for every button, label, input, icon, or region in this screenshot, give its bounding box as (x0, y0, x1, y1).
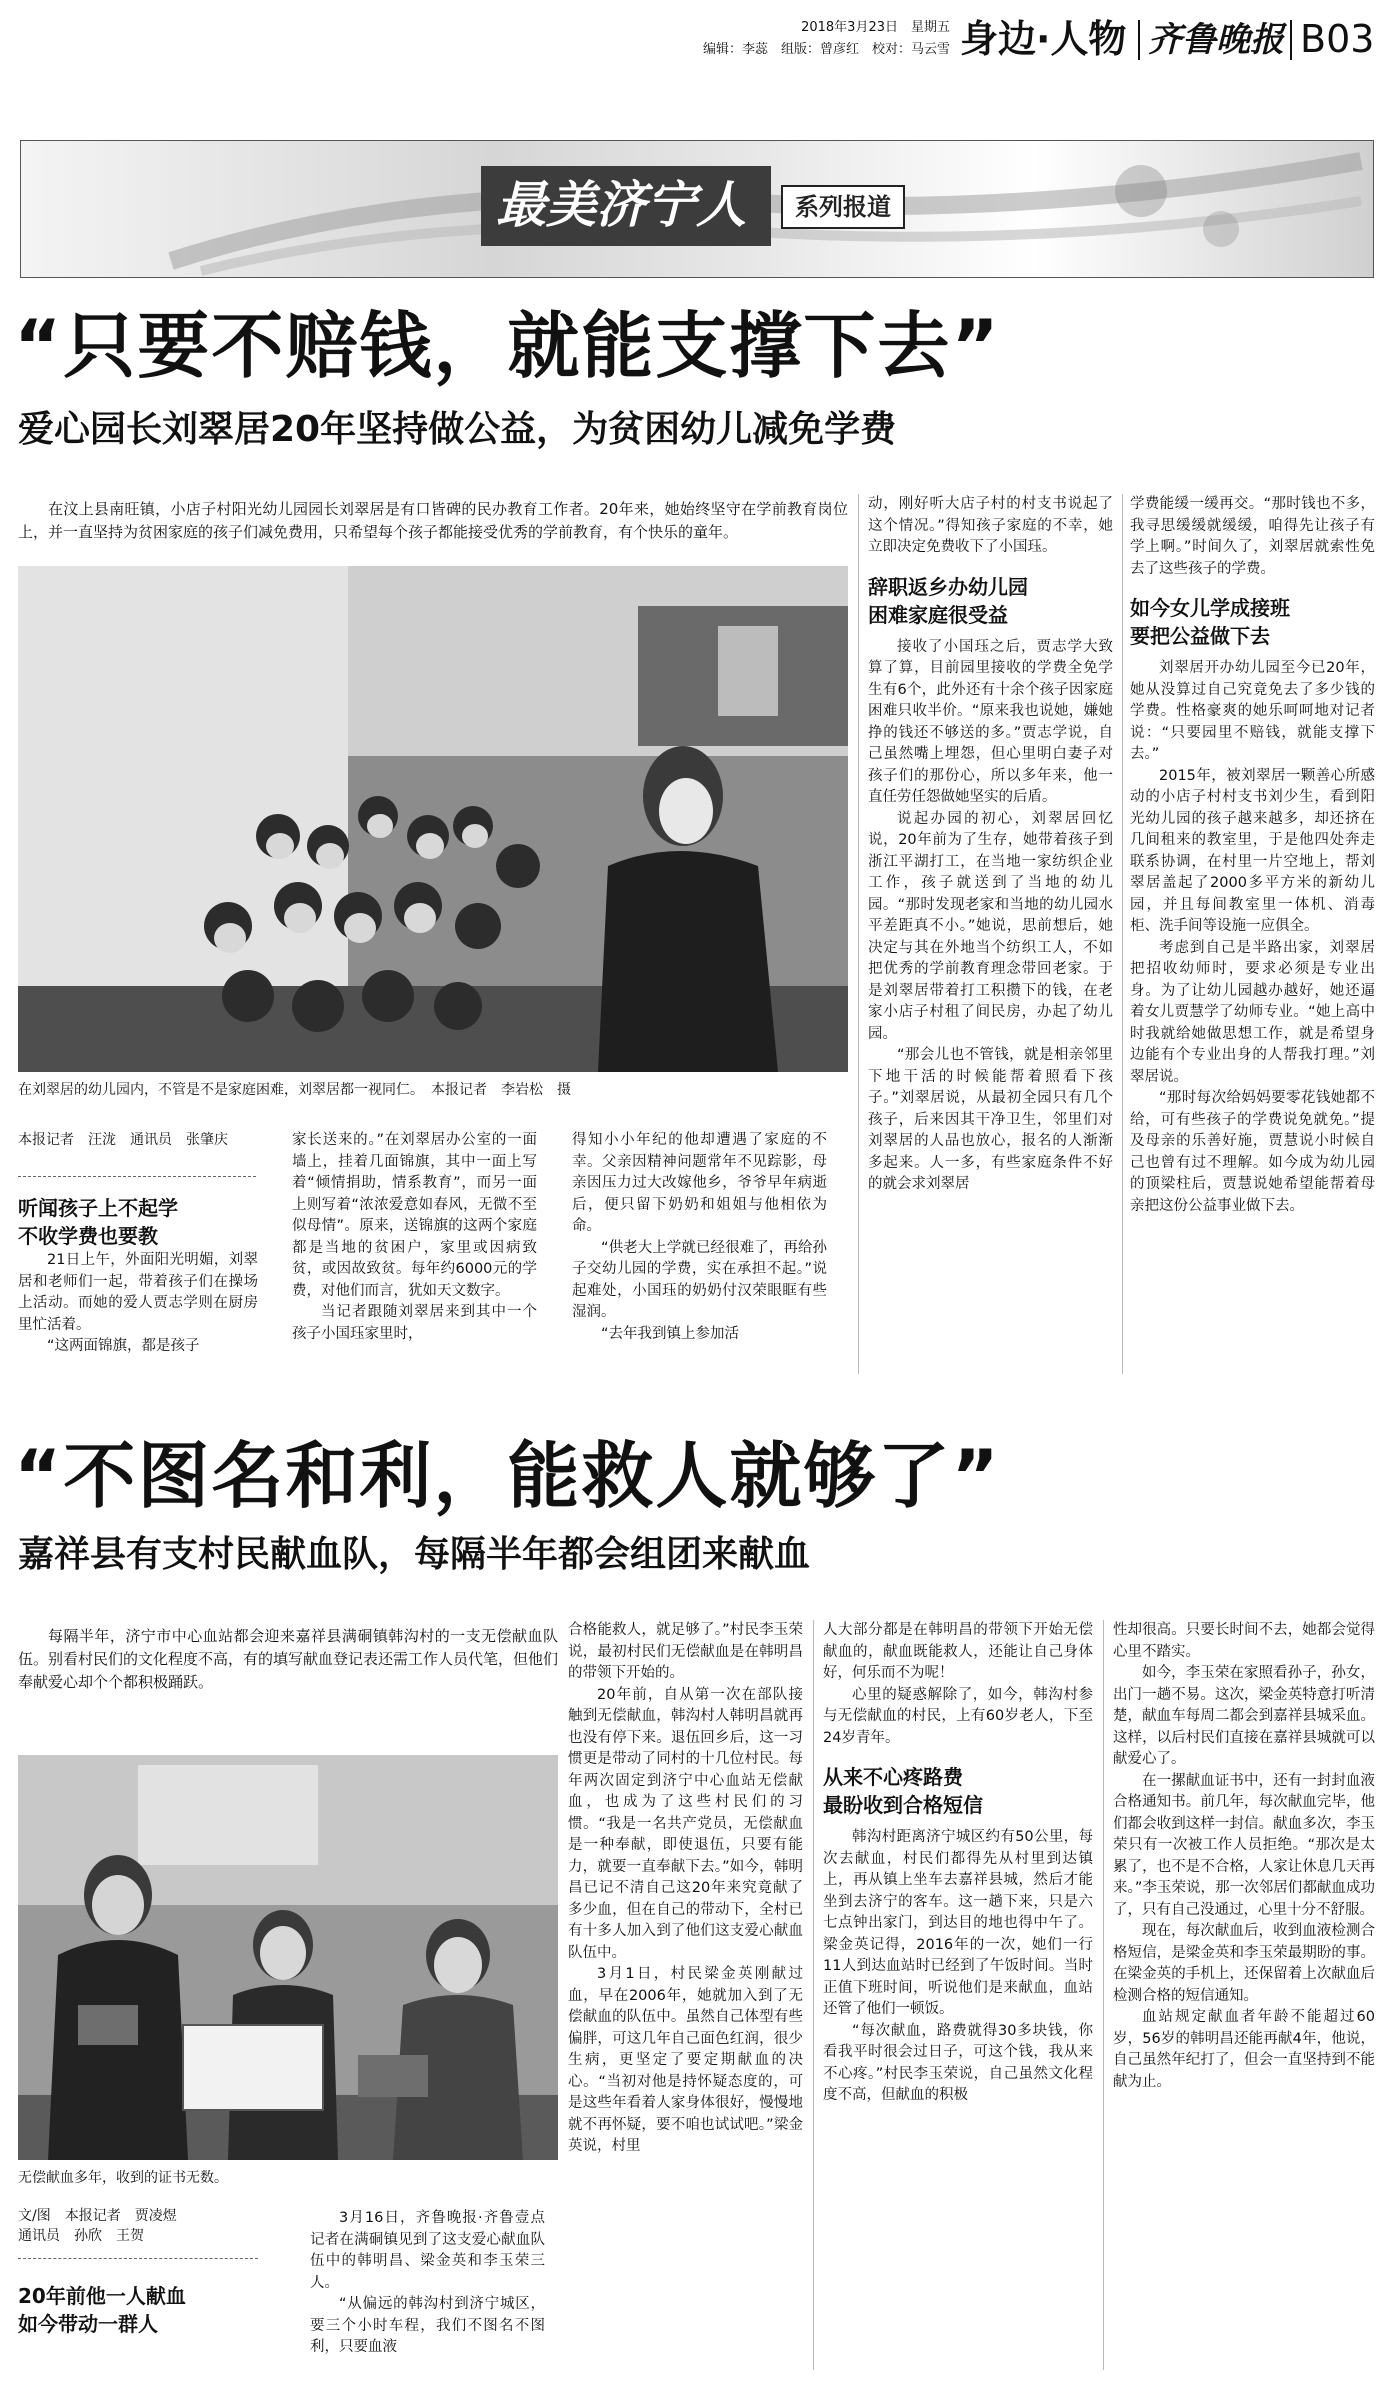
paragraph: 21日上午，外面阳光明媚，刘翠居和老师们一起，带着孩子们在操场上活动。而她的爱人贾志学则在厨房里忙活着。 (18, 1252, 258, 1333)
story1-byline: 本报记者 汪泷 通讯员 张肇庆 (18, 1132, 228, 1148)
paragraph: 刘翠居开办幼儿园至今已20年，她从没算过自己究竟免去了多少钱的学费。性格豪爽的她乐呵呵地对记者说：“只要园里不赔钱，就能支撑下去。” (1130, 660, 1375, 762)
column-divider (813, 1620, 814, 2370)
story1-photo (18, 566, 848, 1072)
byline-rule (18, 1176, 256, 1177)
story2-photo-caption: 无偿献血多年，收到的证书无数。 (18, 2170, 228, 2186)
header-divider-2 (1290, 20, 1292, 60)
column-divider (1103, 1620, 1104, 2370)
story1-col1 (18, 1250, 258, 1358)
story1-sub3: 如今女儿学成接班 要把公益做下去 (1130, 596, 1290, 648)
paragraph: “从偏远的韩沟村到济宁城区，要三个小时车程，我们不图名不图利，只要血液 (310, 2296, 545, 2355)
newspaper-logo: 齐鲁晚报 (1148, 20, 1284, 60)
paragraph: “那时每次给妈妈要零花钱她都不给，可有些孩子的学费说免就免。”提及母亲的乐善好施，贾慧说小时候自己也曾有过不理解。如今成为幼儿园的顶梁柱后，贾慧说她希望能帮着母亲把这份公益事业做下去。 (1130, 1090, 1375, 1214)
story2-col2 (310, 2208, 545, 2359)
story2-sub1: 20年前他一人献血 如今带动一群人 (18, 2284, 186, 2336)
story1-sub2: 辞职返乡办幼儿园 困难家庭很受益 (868, 574, 1028, 627)
story2-col5 (1113, 1620, 1375, 2093)
story2-byline: 文/图 本报记者 贾凌煜 通讯员 孙欣 王贺 (18, 2208, 177, 2244)
story1-col4 (868, 494, 1113, 1196)
story1-col2 (292, 1130, 537, 1345)
paragraph: “去年我到镇上参加活 (601, 1325, 740, 1342)
paragraph: 现在，每次献血后，收到血液检测合格短信，是梁金英和李玉荣最期盼的事。在梁金英的手机上，还保留着上次献血后检测合格的短信通知。 (1113, 1923, 1375, 2004)
paragraph: 韩沟村距离济宁城区约有50公里，每次去献血，村民们都得先从村里到达镇上，再从镇上坐车去嘉祥县城，然后才能坐到去济宁的客车。这一趟下来，只是六七点钟出家门，到达目的地也得中午了。梁金英记得，2016年的一次，她们一行11人到达血站时已经到了午饭时间。当时正值下班时间，听说他们是来献血，血站还管了他们一顿饭。 (823, 1829, 1093, 2017)
paragraph: “这两面锦旗，都是孩子 (47, 1338, 200, 1354)
story2-col4 (823, 1620, 1093, 2107)
paragraph: 接收了小国珏之后，贾志学大致算了算，目前园里接收的学费全免学生有6个，此外还有十余个孩子因家庭困难只收半价。“原来我也说她，嫌她挣的钱还不够送的多。”贾志学说，自己虽然嘴上埋怨，但心里明白妻子对孩子们的那份心，所以多年来，他一直任劳任怨做她坚实的后盾。 (868, 638, 1113, 805)
paragraph: 合格能救人，就足够了。”村民李玉荣说，最初村民们无偿献血是在韩明昌的带领下开始的。 (568, 1622, 803, 1681)
header-divider (1138, 20, 1140, 60)
paragraph: 家长送来的。”在刘翠居办公室的一面墙上，挂着几面锦旗，其中一面上写着“倾情捐助，情系教育”，而另一面上则写着“浓浓爱意如春风，无微不至似母情”。原来，送锦旗的这两个家庭都是当地的贫困户，家里或因病致贫，或因故致贫。每年约6000元的学费，对他们而言，犹如天文数字。 (292, 1132, 537, 1299)
page-number: B03 (1300, 17, 1375, 61)
paragraph: “供老大上学就已经很难了，再给孙子交幼儿园的学费，实在承担不起。”说起难处，小国珏的奶奶付汉荣眼眶有些湿润。 (572, 1239, 827, 1320)
paragraph: 在一摞献血证书中，还有一封封血液合格通知书。前几年，每次献血完毕，他们都会收到这样一封信。献血多次，李玉荣只有一次被工作人员拒绝。“那次是太累了，也不是不合格，人家让休息几天再来。”李玉荣说，那一次邻居们都献血成功了，只有自己没通过，心里十分不舒服。 (1113, 1772, 1375, 1918)
paragraph: “每次献血，路费就得30多块钱，你看我平时很会过日子，可这个钱，我从来不心疼。”村民李玉荣说，自己虽然文化程度不高，但献血的积极 (823, 2022, 1093, 2103)
paragraph: 人大部分都是在韩明昌的带领下开始无偿献血的，献血既能救人，还能让自己身体好，何乐而不为呢！ (823, 1622, 1093, 1681)
series-badge: 系列报道 (781, 185, 905, 229)
story2-subhead: 嘉祥县有支村民献血队，每隔半年都会组团来献血 (18, 1534, 811, 1575)
section-title: 身边·人物 (960, 17, 1127, 61)
paragraph: 如今，李玉荣在家照看孙子，孙女，出门一趟不易。这次，梁金英特意打听清楚，献血车每周二都会到嘉祥县城采血。这样，以后村民们直接在嘉祥县城就可以献爱心了。 (1113, 1665, 1375, 1767)
paragraph: 考虑到自己是半路出家，刘翠居把招收幼师时，要求必须是专业出身。为了让幼儿园越办越好，她还逼着女儿贾慧学了幼师专业。“她上高中时我就给她做思想工作，就是希望身边能有个专业出身的人帮我打理。”刘翠居说。 (1130, 939, 1375, 1085)
series-banner (20, 140, 1374, 278)
paragraph: 心里的疑惑解除了，如今，韩沟村参与无偿献血的村民，上有60岁老人，下至24岁青年。 (823, 1686, 1093, 1746)
story1-col3 (572, 1130, 827, 1345)
paragraph: 学费能缓一缓再交。“那时钱也不多，我寻思缓缓就缓缓，咱得先让孩子有学上啊。”时间久了，刘翠居就索性免去了这些孩子的学费。 (1130, 496, 1375, 577)
story2-sub2: 从来不心疼路费 最盼收到合格短信 (823, 1765, 983, 1817)
paragraph: “那会儿也不管钱，就是相亲邻里下地干活的时候能帮着照看下孩子。”刘翠居说，从最初全园只有几个孩子，后来因其干净卫生，邻里们对刘翠居的人品也放心，报名的人渐渐多起来。人一多，有些家庭条件不好的就会求刘翠居 (868, 1047, 1113, 1192)
paragraph: 20年前，自从第一次在部队接触到无偿献血，韩沟村人韩明昌就再也没有停下来。退伍回乡后，这一习惯更是带动了同村的十几位村民。每年两次固定到济宁中心血站无偿献血，也成为了这些村民们的习惯。“我是一名共产党员，无偿献血是一种奉献，即使退伍，只要有能力，就要一直奉献下去。”如今，韩明昌已记不清自己这20年来究竟献了多少血，但在自己的带动下，全村已有十多人加入到了他们这支爱心献血队伍中。 (568, 1686, 803, 1961)
kindergarten-photo (18, 566, 848, 1072)
story1-lead: 在汶上县南旺镇，小店子村阳光幼儿园园长刘翠居是有口皆碑的民办教育工作者。20年来，她始终坚守在学前教育岗位上，并一直坚持为贫困家庭的孩子们减免费用，只希望每个孩子都能接受优秀的学前教育，有个快乐的童年。 (18, 500, 848, 541)
paragraph: 得知小小年纪的他却遭遇了家庭的不幸。父亲因精神问题常年不见踪影，母亲因压力过大改嫁他乡，爷爷早年病逝后，便只留下奶奶和姐姐与他相依为命。 (572, 1132, 827, 1234)
paragraph: 3月16日，齐鲁晚报·齐鲁壹点记者在满硐镇见到了这支爱心献血队伍中的韩明昌、梁金英和李玉荣三人。 (310, 2210, 545, 2291)
paragraph: 动，刚好听大店子村的村支书说起了这个情况。”得知孩子家庭的不幸，她立即决定免费收下了小国珏。 (868, 496, 1113, 555)
paragraph: 说起办园的初心，刘翠居回忆说，20年前为了生存，她带着孩子到浙江平湖打工，在当地一家纺织企业工作，孩子就送到了当地的幼儿园。“那时发现老家和当地的幼儿园水平差距真不小。”她说，思前想后，她决定与其在外地当个纺织工人，不如把优秀的学前教育理念带回老家。于是刘翠居带着打工积攒下的钱，在老家小店子村租了间民房，办起了幼儿园。 (868, 810, 1113, 1042)
story1-headline: “只要不赔钱，就能支撑下去” (14, 304, 1001, 388)
editor-credits: 编辑：李蕊 组版：曾彦红 校对：马云雪 (702, 42, 950, 57)
story1-subhead: 爱心园长刘翠居20年坚持做公益，为贫困幼儿减免学费 (18, 409, 897, 450)
story1-col5 (1130, 494, 1375, 1217)
paragraph: 3月1日，村民梁金英刚献过血，早在2006年，她就加入到了无偿献血的队伍中。虽然自己体型有些偏胖，可这几年自己面色红润，很少生病，更坚定了要定期献血的决心。“当初对他是持怀疑态度的，可是这些年看着人家身体很好，慢慢地就不再怀疑，要不咱也试试吧。”梁金英说，村里 (568, 1966, 803, 2154)
byline-rule (18, 2258, 258, 2259)
certificates-photo (18, 1755, 558, 2160)
column-divider (1122, 494, 1123, 1374)
paragraph: 2015年，被刘翠居一颗善心所感动的小店子村村支书刘少生，看到阳光幼儿园的孩子越来越多，却还挤在几间租来的教室里，于是他四处奔走联系协调，在村里一片空地上，帮刘翠居盖起了2000多平方米的新幼儿园，并且每间教室里一体机、消毒柜、洗手间等设施一应俱全。 (1130, 767, 1375, 934)
column-divider (858, 494, 859, 1374)
paragraph: 当记者跟随刘翠居来到其中一个孩子小国珏家里时， (292, 1304, 537, 1342)
issue-date: 2018年3月23日 星期五 (801, 20, 950, 35)
story2-photo (18, 1755, 558, 2160)
paragraph: 性却很高。只要长时间不去，她都会觉得心里不踏实。 (1113, 1622, 1375, 1660)
story1-sub1: 听闻孩子上不起学 不收学费也要教 (18, 1196, 178, 1248)
story2-col3 (568, 1620, 803, 2158)
story2-lead: 每隔半年，济宁市中心血站都会迎来嘉祥县满硐镇韩沟村的一支无偿献血队伍。别看村民们的文化程度不高，有的填写献血登记表还需工作人员代笔，但他们奉献爱心却个个都积极踊跃。 (18, 1627, 559, 1691)
paragraph: 血站规定献血者年龄不能超过60岁，56岁的韩明昌还能再献4年，他说，自己虽然年纪打了，但会一直坚持到不能献为止。 (1113, 2009, 1375, 2090)
story2-headline: “不图名和利，能救人就够了” (14, 1434, 1001, 1518)
banner-title: 最美济宁人 (496, 175, 746, 234)
story1-photo-caption: 在刘翠居的幼儿园内，不管是不是家庭困难，刘翠居都一视同仁。 本报记者 李岩松 摄 (18, 1082, 571, 1098)
